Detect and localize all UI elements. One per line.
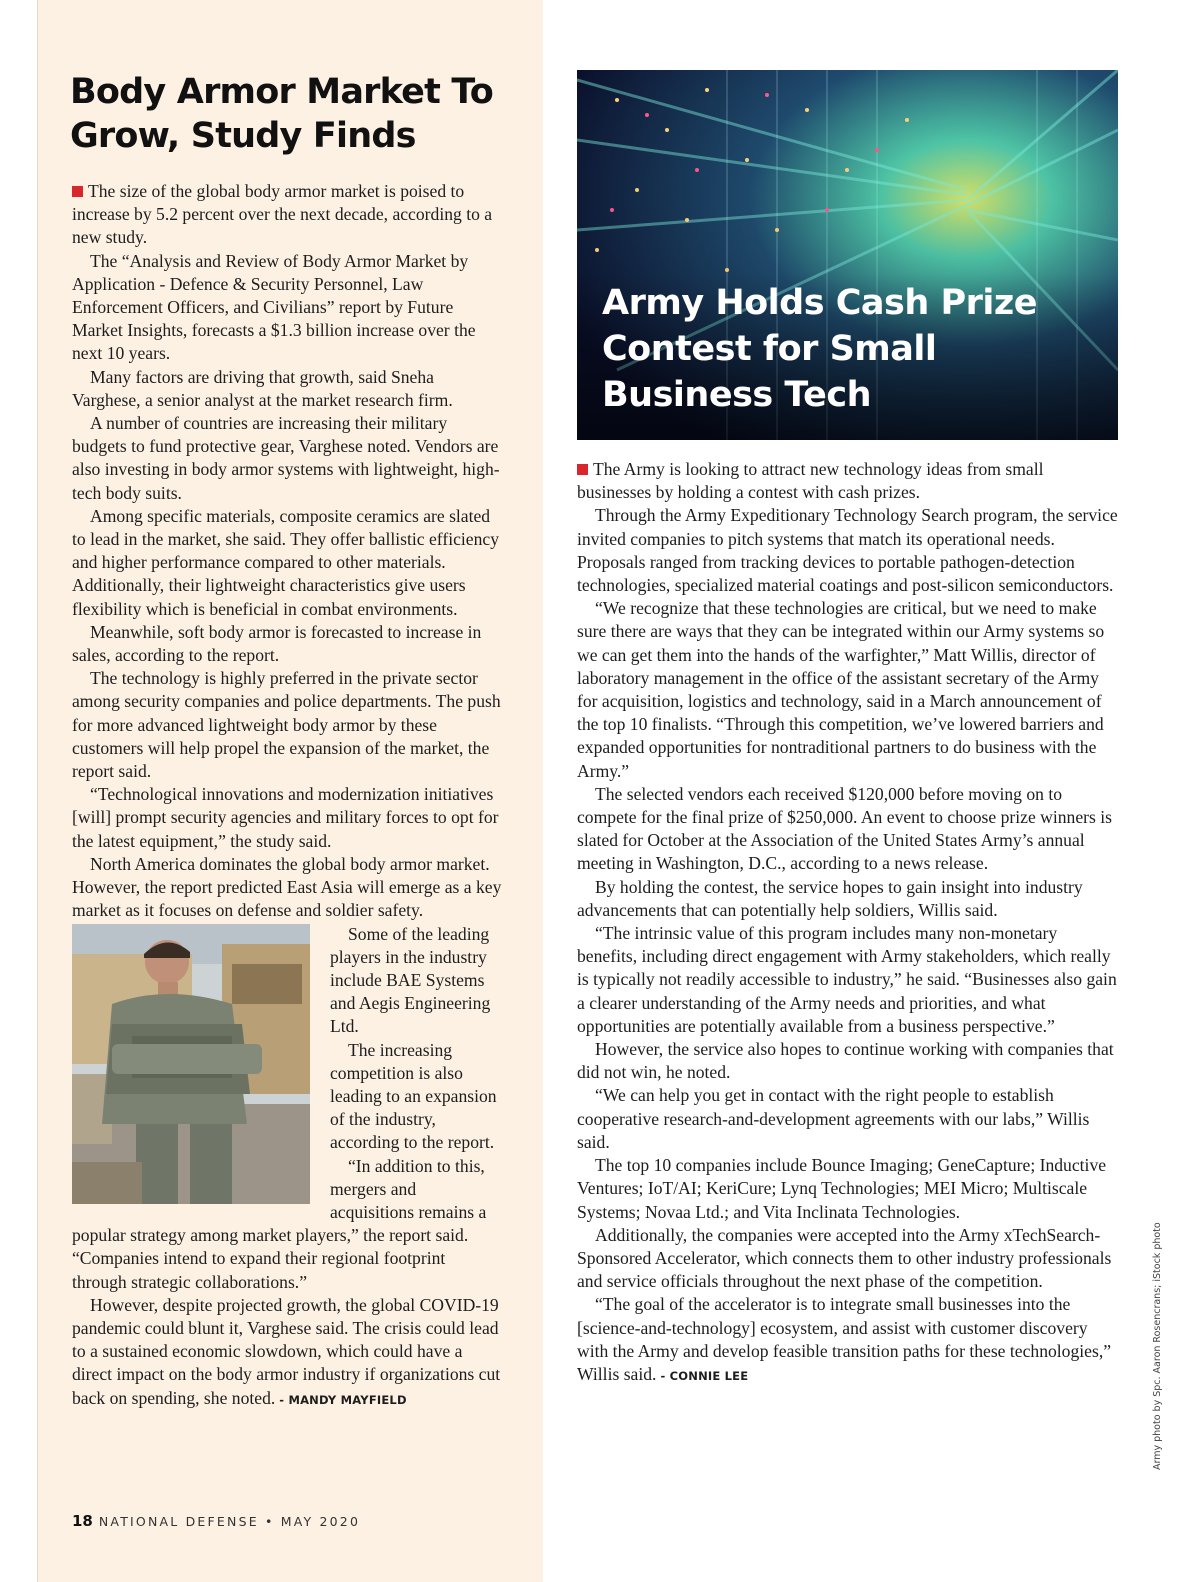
- article-paragraph: “We recognize that these technologies are critical, but we need to make sure there are ways that they can be integrated within our Army systems so we can get them into the hands of the warfighter,” Matt Willis, director of laboratory management in the office of the assistant secretary of the Army for acquisition, logistics and technology, said in a March announcement of the top 10 finalists. “Through this competition, we’ve lowered barriers and expanded opportunities for nontraditional partners to do business with the Army.”: [577, 598, 1105, 781]
- article-paragraph: “The goal of the accelerator is to integrate small businesses into the [science-and-technology] ecosystem, and assist with customer discovery with the Army and develop feasible transition paths for these technologies,” Willis said. - CONNIE LEE: [577, 1294, 1112, 1384]
- article-paragraph: Meanwhile, soft body armor is forecasted to increase in sales, according to the report.: [72, 621, 482, 666]
- article-paragraph: However, the service also hopes to continue working with companies that did not win, he noted.: [577, 1039, 1114, 1083]
- article-paragraph: The size of the global body armor market is poised to increase by 5.2 percent over the next decade, according to a new study.: [72, 181, 493, 248]
- body-armor-headline: Body Armor Market To Grow, Study Finds: [70, 72, 494, 156]
- article-paragraph: The top 10 companies include Bounce Imaging; GeneCapture; Inductive Ventures; IoT/AI; KeriCure; Lynq Technologies; MEI Micro; Multiscale Systems; Novaa Ltd.; and Vita Inclinata Technologies.: [577, 1155, 1107, 1222]
- red-square-bullet-icon: [72, 186, 83, 197]
- article-paragraph: “Technological innovations and modernization initiatives [will] prompt security agencies and military forces to opt for the latest equipment,” the study said.: [72, 784, 499, 851]
- article-paragraph: The increasing competition is also leading to an expansion of the industry, according to the report.: [330, 1039, 497, 1153]
- page-footer: [72, 1512, 360, 1530]
- article-paragraph: “In addition to this, mergers and acquisitions remains a popular strategy among market players,” the report said. “Companies intend to expand their regional footprint through strategic collaborations.”: [72, 1155, 487, 1292]
- article-paragraph: Through the Army Expeditionary Technology Search program, the service invited companies to pitch systems that match its operational needs. Proposals ranged from tracking devices to portable pathogen-detection technologies, specialized material coatings and post-silicon semiconductors.: [577, 505, 1118, 596]
- byline-connie-lee: - CONNIE LEE: [660, 1368, 749, 1383]
- article-paragraph: “The intrinsic value of this program includes many non-monetary benefits, including direct engagement with Army stakeholders, which really is typically not readily accessible to industry,” he said. “Businesses also gain a clearer understanding of the Army needs and priorities, and what opportunities are potentially available from a business perspective.”: [577, 923, 1117, 1036]
- soldier-body-armor-photo: [72, 924, 310, 1204]
- photo-credit: Army photo by Spc. Aaron Rosencrans; iStock photo: [1152, 1222, 1163, 1470]
- army-contest-headline: Army Holds Cash Prize Contest for Small Business Tech: [602, 283, 1037, 415]
- article-paragraph: North America dominates the global body armor market. However, the report predicted East Asia will emerge as a key market as it focuses on defense and soldier safety.: [72, 853, 502, 921]
- article-paragraph: However, despite projected growth, the global COVID-19 pandemic could blunt it, Varghese said. The crisis could lead to a sustained economic slowdown, which could have a direct impact on the body armor industry if organizations cut back on spending, she noted. - MANDY MAYFIELD: [72, 1294, 501, 1408]
- byline-mandy-mayfield: - MANDY MAYFIELD: [279, 1392, 407, 1407]
- article-paragraph: A number of countries are increasing their military budgets to fund protective gear, Varghese noted. Vendors are also investing in body armor systems with lightweight, high-tech body suits.: [72, 413, 500, 503]
- article-paragraph: The selected vendors each received $120,000 before moving on to compete for the final prize of $250,000. An event to choose prize winners is slated for October at the Association of the United States Army’s annual meeting in Washington, D.C., according to a news release.: [577, 783, 1112, 874]
- army-contest-article: [577, 458, 1118, 1388]
- article-paragraph: “We can help you get in contact with the right people to establish cooperative research-and-development agreements with our labs,” Willis said.: [577, 1085, 1090, 1152]
- article-paragraph: The Army is looking to attract new technology ideas from small businesses by holding a contest with cash prizes.: [577, 459, 1044, 503]
- article-paragraph: By holding the contest, the service hopes to gain insight into industry advancements that can potentially help soldiers, Willis said.: [577, 876, 1083, 920]
- red-square-bullet-icon: [577, 464, 588, 475]
- soldier-photo-illustration: [72, 924, 310, 1204]
- article-paragraph: Additionally, the companies were accepted into the Army xTechSearch-Sponsored Accelerator, which connects them to other industry professionals and service officials throughout the next phase of the competition.: [577, 1224, 1112, 1292]
- article-paragraph: The “Analysis and Review of Body Armor Market by Application - Defence & Security Personnel, Law Enforcement Officers, and Civilians” report by Future Market Insights, forecasts a $1.3 billion increase over the next 10 years.: [72, 250, 476, 364]
- article-paragraph: Among specific materials, composite ceramics are slated to lead in the market, she said. They offer ballistic efficiency and higher performance compared to other materials. Additionally, their lightweight characteristics give users flexibility which is beneficial in combat environments.: [72, 505, 499, 619]
- article-paragraph: Many factors are driving that growth, said Sneha Varghese, a senior analyst at the market research firm.: [72, 366, 453, 410]
- tech-hero-image: [577, 70, 1118, 440]
- page-number: 18: [72, 1512, 93, 1530]
- article-paragraph: Some of the leading players in the industry include BAE Systems and Aegis Engineering Ltd.: [330, 923, 491, 1037]
- publication-info: NATIONAL DEFENSE • MAY 2020: [98, 1514, 361, 1529]
- body-armor-article: [72, 180, 504, 1412]
- article-paragraph: The technology is highly preferred in the private sector among security companies and police departments. The push for more advanced lightweight body armor by these customers will help propel the expansion of the market, the report said.: [72, 668, 501, 782]
